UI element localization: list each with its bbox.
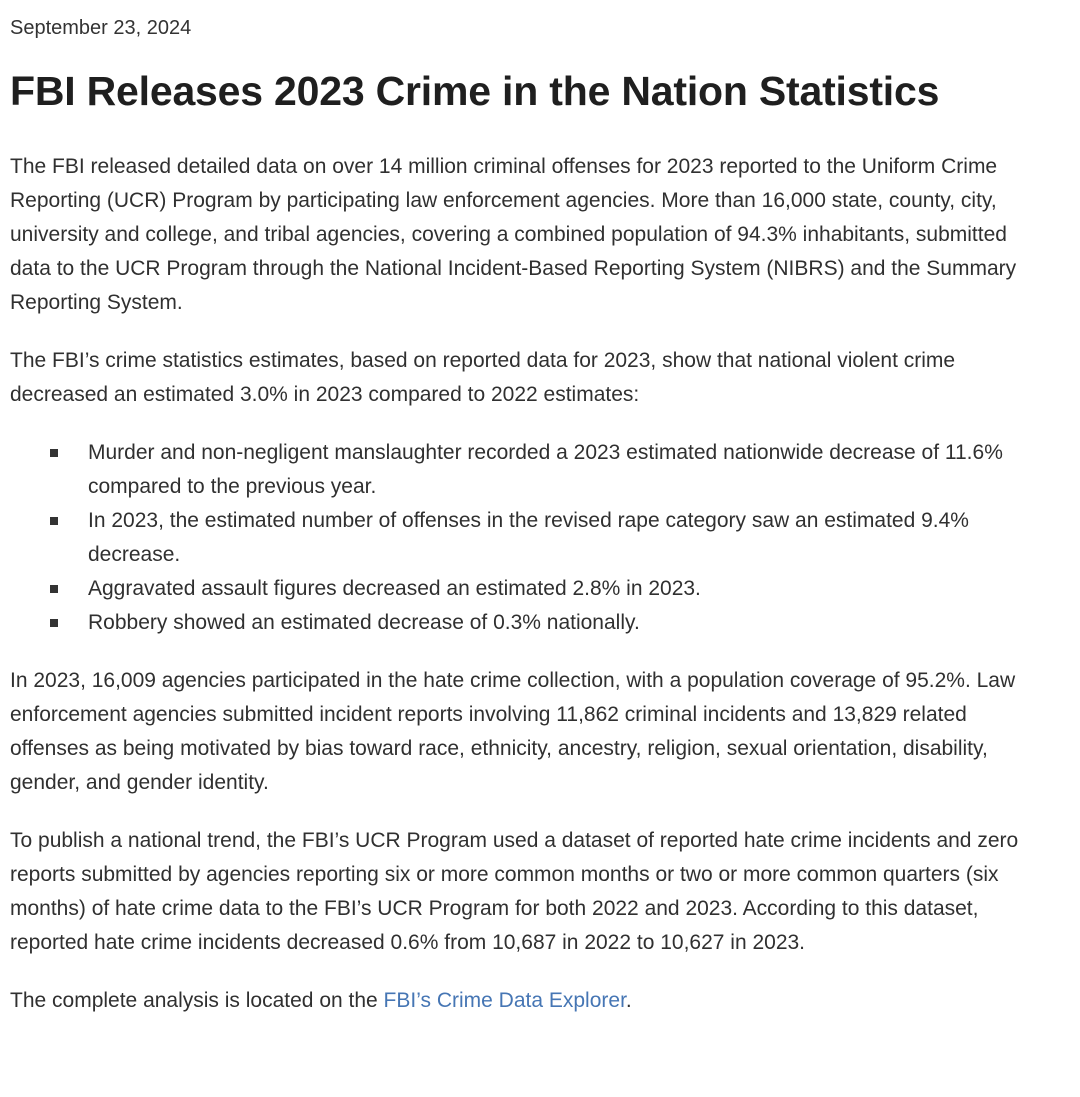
crime-data-explorer-link[interactable]: FBI’s Crime Data Explorer xyxy=(383,989,626,1012)
press-release-article xyxy=(10,16,1042,1018)
paragraph-violent-crime-intro: The FBI’s crime statistics estimates, based on reported data for 2023, show that national violent crime decreased an estimated 3.0% in 2023 compared to 2022 estimates: xyxy=(10,349,956,406)
paragraph-closing xyxy=(10,984,1042,1018)
list-item-murder: Murder and non-negligent manslaughter recorded a 2023 estimated nationwide decrease of 11.6% compared to the previous year. xyxy=(88,436,1042,504)
paragraph-intro: The FBI released detailed data on over 14 million criminal offenses for 2023 reported to the Uniform Crime Reporting (UCR) Program by participating law enforcement agencies. More than 16,000 state, county, city, university and college, and tribal agencies, covering a combined population of 94.3% inhabitants, submitted data to the UCR Program through the National Incident-Based Reporting System (NIBRS) and the Summary Reporting System. xyxy=(10,155,1017,314)
list-item-rape: In 2023, the estimated number of offenses in the revised rape category saw an estimated 9.4% decrease. xyxy=(88,504,1042,572)
list-item-robbery: Robbery showed an estimated decrease of 0.3% nationally. xyxy=(88,606,1042,640)
article-date: September 23, 2024 xyxy=(10,17,192,39)
page-title: FBI Releases 2023 Crime in the Nation Statistics xyxy=(10,68,940,114)
closing-text-suffix: . xyxy=(625,989,632,1012)
list-item-aggravated-assault: Aggravated assault figures decreased an estimated 2.8% in 2023. xyxy=(88,572,1042,606)
paragraph-hate-crime: In 2023, 16,009 agencies participated in the hate crime collection, with a population coverage of 95.2%. Law enforcement agencies submitted incident reports involving 11,862 criminal incidents and 13,829 related offenses as being motivated by bias toward race, ethnicity, ancestry, religion, sexual orientation, disability, gender, and gender identity. xyxy=(10,669,1016,794)
violent-crime-stats-list xyxy=(10,436,1042,640)
closing-text-prefix: The complete analysis is located on the xyxy=(10,989,384,1012)
paragraph-national-trend: To publish a national trend, the FBI’s UCR Program used a dataset of reported hate crime incidents and zero reports submitted by agencies reporting six or more common months or two or more common quarters (six months) of hate crime data to the FBI’s UCR Program for both 2022 and 2023. According to this dataset, reported hate crime incidents decreased 0.6% from 10,687 in 2022 to 10,627 in 2023. xyxy=(10,829,1019,954)
